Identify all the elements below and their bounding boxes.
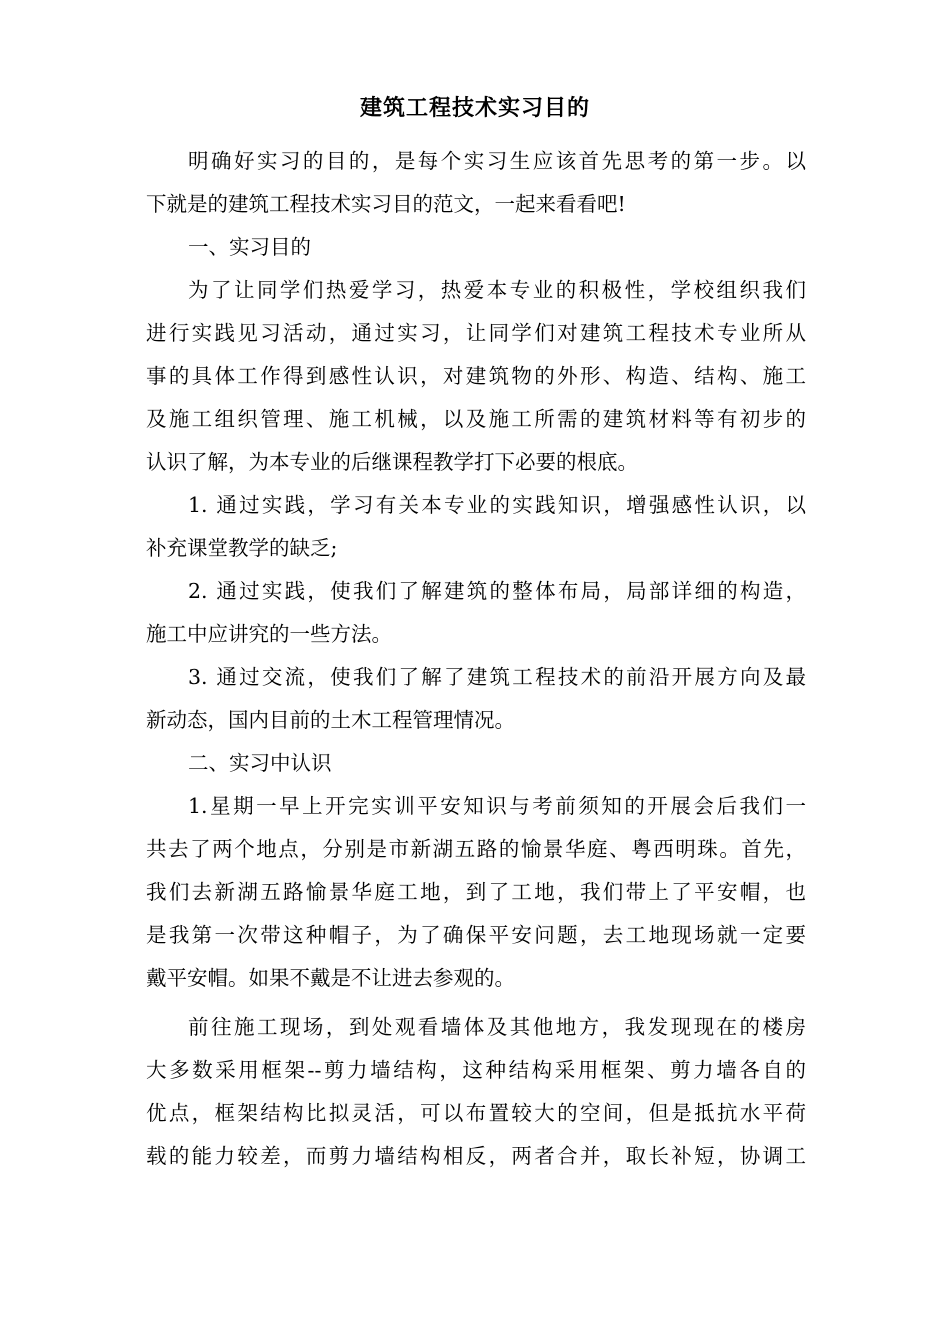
paragraph-line: 及施工组织管理、施工机械，以及施工所需的建筑材料等有初步的 [146, 407, 806, 431]
list-item-line: 补充课堂教学的缺乏; [146, 536, 338, 560]
paragraph-line: 是我第一次带这种帽子，为了确保平安问题，去工地现场就一定要 [146, 923, 806, 947]
paragraph-line: 进行实践见习活动，通过实习，让同学们对建筑工程技术专业所从 [146, 321, 806, 345]
paragraph-line: 1.星期一早上开完实训平安知识与考前须知的开展会后我们一 [188, 794, 806, 818]
paragraph-line: 前往施工现场，到处观看墙体及其他地方，我发现现在的楼房 [188, 1015, 806, 1039]
paragraph-line: 下就是的建筑工程技术实习目的范文，一起来看看吧! [146, 192, 626, 216]
paragraph-line: 明确好实习的目的，是每个实习生应该首先思考的第一步。以 [188, 149, 806, 173]
paragraph-line: 共去了两个地点，分别是市新湖五路的愉景华庭、粤西明珠。首先， [146, 837, 806, 861]
paragraph-line: 认识了解，为本专业的后继课程教学打下必要的根底。 [146, 450, 638, 474]
section-heading: 一、实习目的 [188, 235, 311, 259]
paragraph-line: 优点，框架结构比拟灵活，可以布置较大的空间，但是抵抗水平荷 [146, 1101, 806, 1125]
section-heading: 二、实习中认识 [188, 751, 332, 775]
paragraph-line: 事的具体工作得到感性认识，对建筑物的外形、构造、结构、施工 [146, 364, 806, 388]
paragraph-line: 为了让同学们热爱学习，热爱本专业的积极性，学校组织我们 [188, 278, 806, 302]
list-item-line: 新动态，国内目前的土木工程管理情况。 [146, 708, 515, 732]
paragraph-line: 大多数采用框架--剪力墙结构，这种结构采用框架、剪力墙各自的 [146, 1058, 806, 1082]
list-item-line: 1. 通过实践，学习有关本专业的实践知识，增强感性认识，以 [188, 493, 806, 517]
paragraph-line: 载的能力较差，而剪力墙结构相反，两者合并，取长补短，协调工 [146, 1144, 806, 1168]
list-item-line: 2. 通过实践，使我们了解建筑的整体布局，局部详细的构造， [188, 579, 806, 603]
list-item-line: 施工中应讲究的一些方法。 [146, 622, 392, 646]
paragraph-line: 戴平安帽。如果不戴是不让进去参观的。 [146, 966, 515, 990]
paragraph-line: 我们去新湖五路愉景华庭工地，到了工地，我们带上了平安帽，也 [146, 880, 806, 904]
list-item-line: 3. 通过交流，使我们了解了建筑工程技术的前沿开展方向及最 [188, 665, 806, 689]
document-title: 建筑工程技术实习目的 [359, 95, 590, 121]
